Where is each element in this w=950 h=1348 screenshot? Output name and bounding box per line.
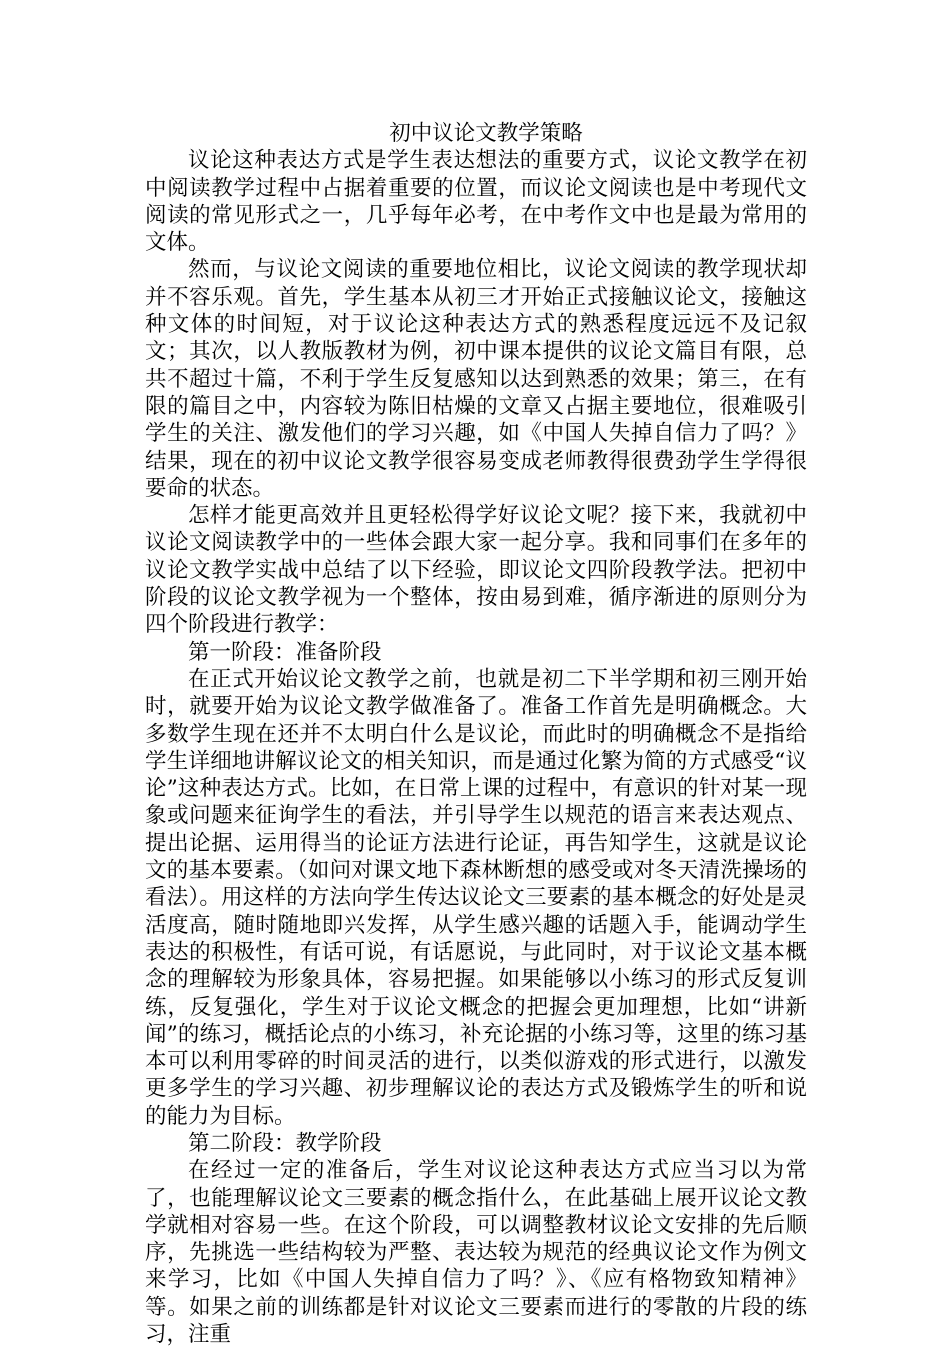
paragraph-status: 然而，与议论文阅读的重要地位相比，议论文阅读的教学现状却并不容乐观。首先，学生基本从初三才开始正式接触议论文，接触这种文体的时间短，对于议论这种表达方式的熟悉程度远远不及记叙文；其次，以人教版教材为例，初中课本提供的议论文篇目有限，总共不超过十篇，不利于学生反复感知以达到熟悉的效果；第三，在有限的篇目之中，内容较为陈旧枯燥的文章又占据主要地位，很难吸引学生的关注、激发他们的学习兴趣，如《中国人失掉自信力了吗？》结果，现在的初中议论文教学很容易变成老师教得很费劲学生学得很要命的状态。 (145, 257, 807, 501)
document-title: 初中议论文教学策略 (389, 121, 583, 146)
paragraph-intro: 议论这种表达方式是学生表达想法的重要方式，议论文教学在初中阅读教学过程中占据着重要的位置，而议论文阅读也是中考现代文阅读的常见形式之一，几乎每年必考，在中考作文中也是最为常用的文体。 (145, 148, 807, 256)
section-heading-stage-one: 第一阶段：准备阶段 (188, 639, 382, 665)
document-page (145, 120, 807, 1348)
paragraph-method: 怎样才能更高效并且更轻松得学好议论文呢？接下来，我就初中议论文阅读教学中的一些体会跟大家一起分享。我和同事们在多年的议论文教学实战中总结了以下经验，即议论文四阶段教学法。把初中阶段的议论文教学视为一个整体，按由易到难，循序渐进的原则分为四个阶段进行教学： (145, 503, 807, 638)
paragraph-stage-two: 在经过一定的准备后，学生对议论这种表达方式应当习以为常了，也能理解议论文三要素的概念指什么，在此基础上展开议论文教学就相对容易一些。在这个阶段，可以调整教材议论文安排的先后顺序，先挑选一些结构较为严整、表达较为规范的经典议论文作为例文来学习，比如《中国人失掉自信力了吗？》、《应有格物致知精神》等。如果之前的训练都是针对议论文三要素而进行的零散的片段的练习，注重 (145, 1158, 807, 1348)
section-heading-stage-two: 第二阶段：教学阶段 (188, 1130, 382, 1156)
paragraph-stage-one: 在正式开始议论文教学之前，也就是初二下半学期和初三刚开始时，就要开始为议论文教学做准备了。准备工作首先是明确概念。大多数学生现在还并不太明白什么是议论，而此时的明确概念不是指给学生详细地讲解议论文的相关知识，而是通过化繁为简的方式感受“议论”这种表达方式。比如，在日常上课的过程中，有意识的针对某一现象或问题来征询学生的看法，并引导学生以规范的语言来表达观点、提出论据、运用得当的论证方法进行论证，再告知学生，这就是议论文的基本要素。（如问对课文地下森林断想的感受或对冬天清洗操场的看法）。用这样的方法向学生传达议论文三要素的基本概念的好处是灵活度高，随时随地即兴发挥，从学生感兴趣的话题入手，能调动学生表达的积极性，有话可说，有话愿说，与此同时，对于议论文基本概念的理解较为形象具体，容易把握。如果能够以小练习的形式反复训练，反复强化，学生对于议论文概念的把握会更加理想，比如“讲新闻”的练习，概括论点的小练习，补充论据的小练习等，这里的练习基本可以利用零碎的时间灵活的进行，以类似游戏的形式进行，以激发更多学生的学习兴趣、初步理解议论的表达方式及锻炼学生的听和说的能力为目标。 (145, 666, 807, 1129)
